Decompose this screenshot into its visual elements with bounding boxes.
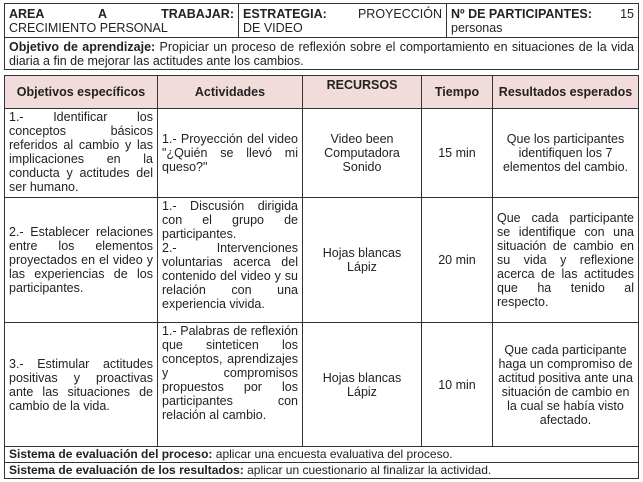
col-time: Tiempo (422, 76, 493, 109)
col-resources: RECURSOS (303, 76, 422, 109)
objective-label: Objetivo de aprendizaje: (9, 40, 156, 54)
row3-time: 10 min (422, 323, 493, 447)
participants-cell (447, 4, 639, 38)
strategy-value-1: PROYECCIÓN (357, 7, 442, 21)
evaluation-process-text: aplicar una encuesta evaluativa del proceso. (215, 447, 453, 461)
row2-time: 20 min (422, 198, 493, 323)
header-row (5, 76, 639, 109)
area-value: CRECIMIENTO PERSONAL (9, 21, 168, 35)
row1-objective: 1.- Identificar los conceptos básicos referidos al cambio y las implicaciones en la conducta y actitudes del ser humano. (5, 109, 158, 198)
evaluation-results-label: Sistema de evaluación de los resultados: (9, 463, 244, 477)
row3-result: Que cada participante haga un compromiso de actitud positiva ante una situación de cambio en la cual se había visto afectado. (493, 323, 639, 447)
row3-objective: 3.- Estimular actitudes positivas y proactivas ante las situaciones de cambio de la vida. (5, 323, 158, 447)
col-objectives: Objetivos específicos (5, 76, 158, 109)
row2-resources (303, 198, 422, 323)
row1-result: Que los participantes identifiquen los 7 elementos del cambio. (493, 109, 639, 198)
objective-cell (5, 38, 639, 70)
row2-result: Que cada participante se identifique con una situación de cambio en su vida y reflexione acerca de las actitudes que ha tenido al respecto. (493, 198, 639, 323)
row1-resource: Video been (330, 132, 394, 146)
area-cell (5, 4, 239, 38)
evaluation-process-row (5, 447, 639, 463)
row3-resources (303, 323, 422, 447)
row1-time: 15 min (422, 109, 493, 198)
row1-resource: Sonido (342, 160, 382, 174)
table-row (5, 109, 639, 198)
strategy-cell (239, 4, 447, 38)
row3-resource: Lápiz (347, 384, 377, 399)
strategy-value-2: DE VIDEO (243, 21, 303, 35)
activities-table (4, 75, 639, 479)
row3-activities: 1.- Palabras de reflexión que sinteticen los conceptos, aprendizajes y compromisos propuestos por los participantes con relación al cambio. (158, 323, 303, 447)
strategy-label: ESTRATEGIA: (243, 7, 327, 21)
row2-objective: 2.- Establecer relaciones entre los elementos proyectados en el video y las experiencias de los participantes. (5, 198, 158, 323)
objective-text: Propiciar un proceso de reflexión sobre el comportamiento en situaciones de la vida diaria a fin de mejorar las actitudes ante los cambios. (9, 40, 634, 68)
area-label: AREA A TRABAJAR: (9, 7, 234, 21)
info-table (4, 3, 639, 70)
row2-resource: Lápiz (347, 260, 377, 274)
evaluation-results (5, 463, 639, 479)
participants-value-1: 15 (620, 7, 634, 21)
table-row (5, 323, 639, 447)
evaluation-results-text: aplicar un cuestionario al finalizar la actividad. (247, 463, 492, 477)
col-results: Resultados esperados (493, 76, 639, 109)
row1-activities: 1.- Proyección del video "¿Quién se llevó mi queso?" (158, 109, 303, 198)
participants-label: Nº DE PARTICIPANTES: (451, 7, 592, 21)
participants-value-2: personas (451, 21, 503, 35)
evaluation-process (5, 447, 639, 463)
col-activities: Actividades (158, 76, 303, 109)
row2-activity-1: 1.- Discusión dirigida con el grupo de participantes. (162, 199, 298, 241)
row1-resource: Computadora (324, 146, 400, 160)
row3-resource: Hojas blancas (322, 370, 402, 385)
evaluation-process-label: Sistema de evaluación del proceso: (9, 447, 213, 461)
row2-activity-2: 2.- Intervenciones voluntarias acerca del contenido del video y su relación con una experiencia vivida. (162, 241, 298, 311)
row2-activities (158, 198, 303, 323)
row2-resource: Hojas blancas (322, 246, 402, 260)
row1-resources (303, 109, 422, 198)
table-row (5, 198, 639, 323)
evaluation-results-row (5, 463, 639, 479)
